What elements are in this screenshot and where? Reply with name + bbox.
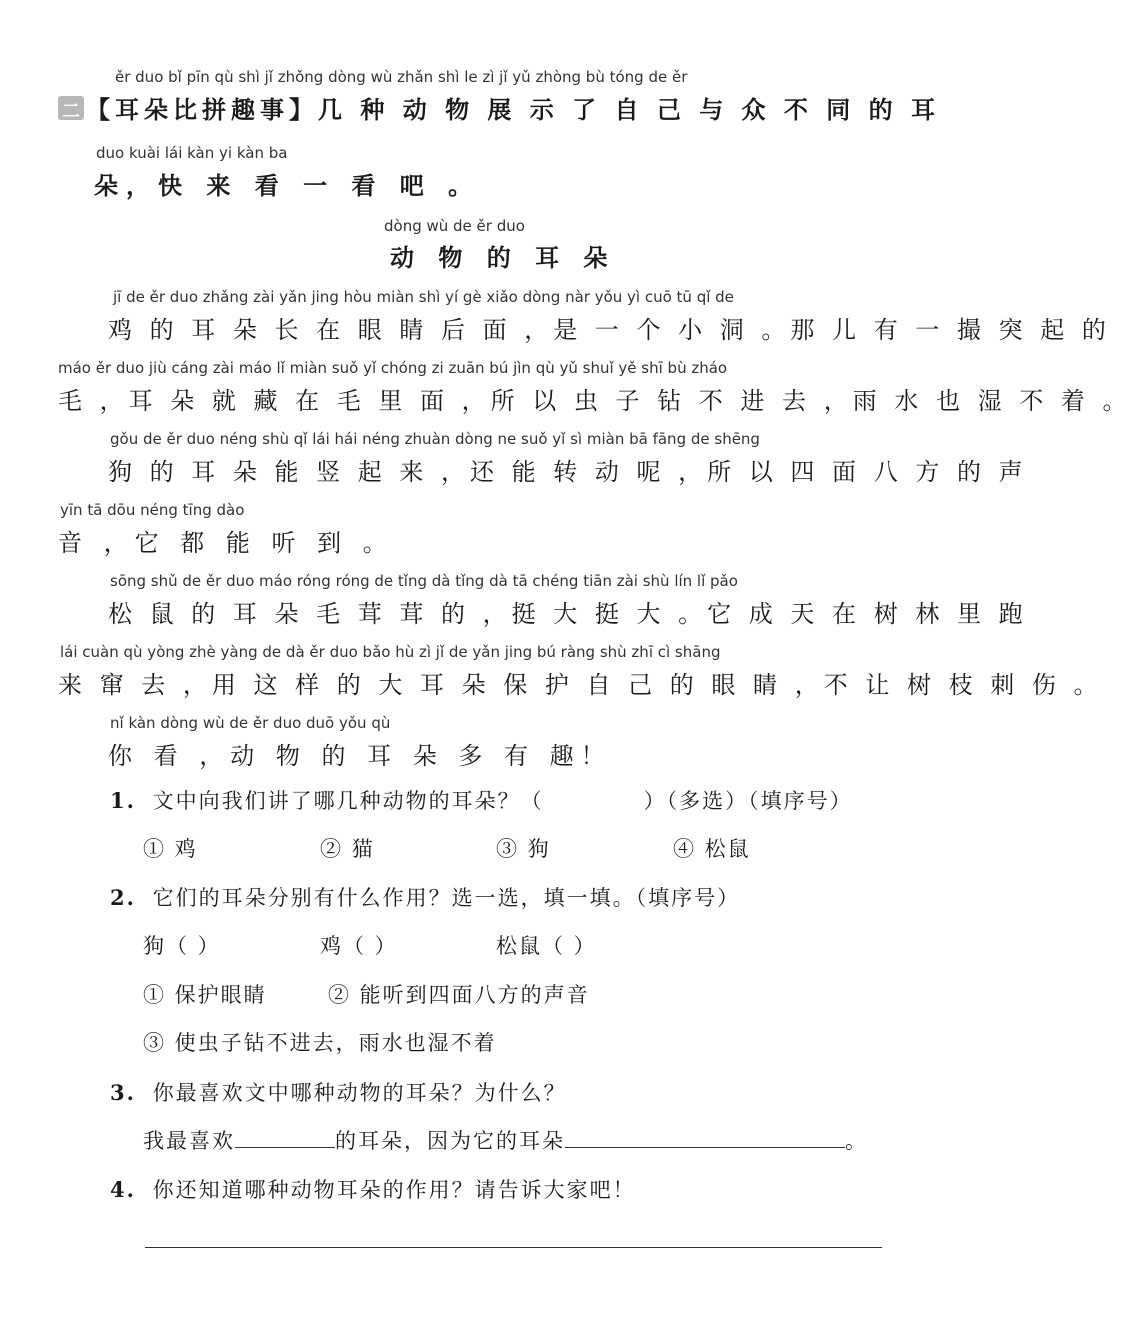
question-4-number: 4.	[110, 1177, 136, 1202]
passage-title-pinyin: dòng wù de ěr duo	[384, 217, 525, 235]
section-number-badge	[58, 96, 84, 120]
question-3-answer-prefix: 我最喜欢	[143, 1129, 235, 1153]
question-1-suffix: ）（多选）（填序号）	[643, 789, 853, 813]
question-1-option-2: ② 猫	[320, 837, 375, 861]
question-2-choice-2: ② 能听到四面八方的声音	[328, 983, 590, 1007]
passage-line-2-pinyin: máo ěr duo jiù cáng zài máo lǐ miàn suǒ yǐ chóng zi zuān bú jìn qù yǔ shuǐ yě shī bù zháo	[58, 359, 728, 377]
question-4-prompt: 你还知道哪种动物耳朵的作用？请告诉大家吧！	[152, 1178, 636, 1202]
question-2-choice-1: ① 保护眼睛	[143, 983, 267, 1007]
passage-line-3-pinyin: gǒu de ěr duo néng shù qǐ lái hái néng zhuàn dòng ne suǒ yǐ sì miàn bā fāng de shēng	[110, 430, 760, 448]
question-4-answer-line[interactable]	[145, 1247, 882, 1248]
question-2-fill-dog[interactable]: 狗（ ）	[143, 934, 221, 958]
passage-line-1: 鸡 的 耳 朵 长 在 眼 睛 后 面 ，是 一 个 小 洞 。那 儿 有 一 撮 突 起 的	[108, 316, 1111, 344]
passage-line-1-pinyin: jī de ěr duo zhǎng zài yǎn jing hòu miàn shì yí gè xiǎo dòng nàr yǒu yì cuō tū qǐ de	[113, 288, 734, 306]
passage-title: 动 物 的 耳 朵	[390, 244, 616, 272]
question-3-prompt: 你最喜欢文中哪种动物的耳朵？为什么？	[152, 1081, 567, 1105]
question-2-number: 2.	[110, 885, 136, 910]
question-1-prompt: 文中向我们讲了哪几种动物的耳朵？（	[152, 789, 544, 813]
question-3-answer-end: 。	[845, 1129, 868, 1153]
question-3-answer-line	[143, 1125, 868, 1155]
passage-line-7: 你 看 ，动 物 的 耳 朵 多 有 趣！	[108, 742, 612, 770]
question-2-fill-chicken[interactable]: 鸡（ ）	[320, 934, 398, 958]
question-1	[110, 785, 853, 815]
passage-line-7-pinyin: nǐ kàn dòng wù de ěr duo duō yǒu qù	[110, 714, 391, 732]
passage-line-2: 毛 ，耳 朵 就 藏 在 毛 里 面 ，所 以 虫 子 钻 不 进 去 ，雨 水 也 湿 不 着 。	[58, 387, 1131, 415]
question-1-option-1: ① 鸡	[143, 837, 198, 861]
question-3-reason-blank[interactable]	[565, 1147, 845, 1148]
passage-line-4: 音 ，它 都 能 听 到 。	[58, 529, 394, 557]
section-heading-line-1: 【耳朵比拼趣事】几 种 动 物 展 示 了 自 己 与 众 不 同 的 耳	[86, 96, 940, 124]
question-3-number: 3.	[110, 1080, 136, 1105]
question-2-choice-3: ③ 使虫子钻不进去，雨水也湿不着	[143, 1031, 497, 1055]
question-3-answer-mid: 的耳朵，因为它的耳朵	[335, 1129, 565, 1153]
passage-line-6-pinyin: lái cuàn qù yòng zhè yàng de dà ěr duo bǎo hù zì jǐ de yǎn jing bú ràng shù zhī cì shāng	[60, 643, 721, 661]
passage-line-4-pinyin: yīn tā dōu néng tīng dào	[60, 501, 245, 519]
question-2	[110, 882, 740, 912]
question-2-prompt: 它们的耳朵分别有什么作用？选一选，填一填。（填序号）	[152, 886, 741, 910]
question-3-animal-blank[interactable]	[235, 1147, 335, 1148]
question-3	[110, 1077, 567, 1107]
passage-line-3: 狗 的 耳 朵 能 竖 起 来 ，还 能 转 动 呢 ，所 以 四 面 八 方 的 声	[108, 458, 1028, 486]
passage-line-5-pinyin: sōng shǔ de ěr duo máo róng róng de tǐng dà tǐng dà tā chéng tiān zài shù lín lǐ pǎo	[110, 572, 738, 590]
section-pinyin-2: duo kuài lái kàn yi kàn ba	[96, 144, 288, 162]
passage-line-5: 松 鼠 的 耳 朵 毛 茸 茸 的 ，挺 大 挺 大 。它 成 天 在 树 林 里 跑	[108, 600, 1028, 628]
section-heading-line-2: 朵，快 来 看 一 看 吧 。	[94, 172, 481, 200]
question-4	[110, 1174, 636, 1204]
question-2-fill-squirrel[interactable]: 松鼠（ ）	[496, 934, 597, 958]
question-1-option-3: ③ 狗	[496, 837, 551, 861]
section-number: 二	[62, 101, 80, 122]
passage-line-6: 来 窜 去 ，用 这 样 的 大 耳 朵 保 护 自 己 的 眼 睛 ，不 让 树 枝 刺 伤 。	[58, 671, 1103, 699]
section-pinyin-1: ěr duo bǐ pīn qù shì jǐ zhǒng dòng wù zhǎn shì le zì jǐ yǔ zhòng bù tóng de ěr	[115, 68, 688, 86]
question-1-number: 1.	[110, 788, 136, 813]
question-1-option-4: ④ 松鼠	[673, 837, 751, 861]
